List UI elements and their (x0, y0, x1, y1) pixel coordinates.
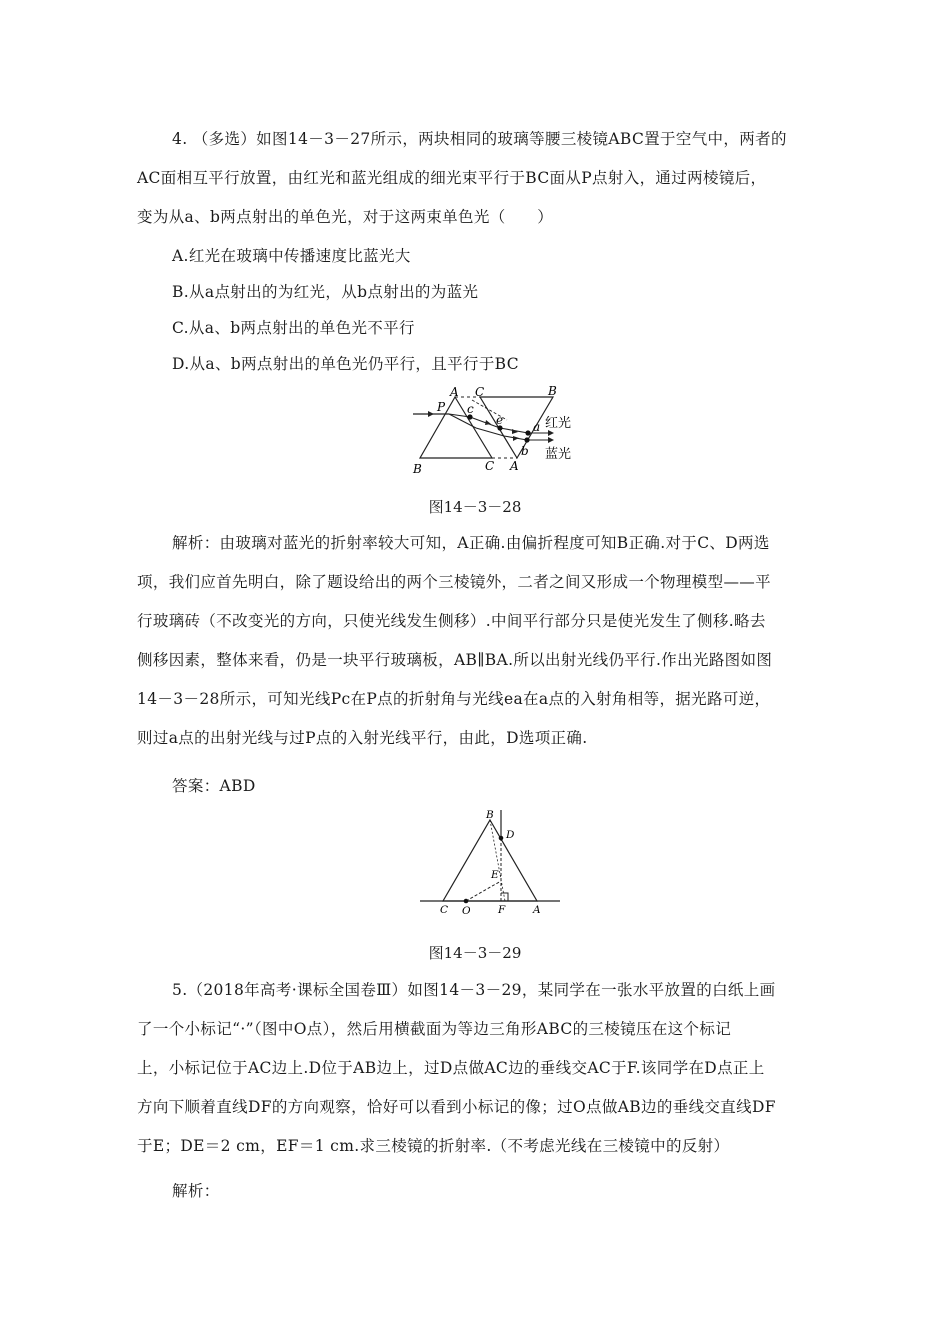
label-e-point: e (496, 413, 504, 427)
left-prism (420, 397, 492, 458)
q5-line-3: 上，小标记位于AC边上.D位于AB边上，过D点做AC边的垂线交AC于F.该同学在D点正上 (137, 1059, 765, 1077)
label-b: B (486, 809, 494, 821)
q5-line-4: 方向下顺着直线DF的方向观察，恰好可以看到小标记的像；过O点做AB边的垂线交直线DF (137, 1098, 776, 1116)
q4-option-d: D.从a、b两点射出的单色光仍平行，且平行于BC (172, 355, 519, 373)
analysis-line-5: 14－3－28所示，可知光线Pc在P点的折射角与光线ea在a点的入射角相等，据光路可逆， (137, 690, 771, 708)
right-prism (480, 397, 553, 458)
label-c-top: C (475, 385, 485, 399)
analysis-line-3: 行玻璃砖（不改变光的方向，只使光线发生侧移）.中间平行部分只是使光发生了侧移.略去 (137, 612, 766, 630)
label-a-top-left: A (450, 385, 459, 399)
figure1-caption: 图14－3－28 (428, 498, 522, 516)
analysis-line-4: 侧移因素，整体来看，仍是一块平行玻璃板，AB∥BA.所以出射光线仍平行.作出光路图如图 (137, 651, 773, 669)
q4-option-c: C.从a、b两点射出的单色光不平行 (172, 319, 415, 337)
label-b-top-right: B (548, 384, 557, 398)
label-d: D (506, 829, 515, 841)
label-b-bottom-left: B (413, 462, 422, 476)
q4-line-2: AC面相互平行放置，由红光和蓝光组成的细光束平行于BC面从P点射入，通过两棱镜后， (137, 169, 767, 187)
q4-line-1: 4. （多选）如图14－3－27所示，两块相同的玻璃等腰三棱镜ABC置于空气中，两者的 (172, 130, 787, 148)
label-a: A (533, 904, 541, 916)
q5-line-2: 了一个小标记“·”（图中O点），然后用横截面为等边三角形ABC的三棱镜压在这个标记 (137, 1020, 732, 1038)
q4-option-a: A.红光在玻璃中传播速度比蓝光大 (172, 247, 411, 265)
q5-line-5: 于E；DE＝2 cm，EF＝1 cm.求三棱镜的折射率.（不考虑光线在三棱镜中的反射） (137, 1137, 730, 1155)
label-c-point: c (467, 402, 474, 416)
label-a-bottom: A (510, 459, 519, 473)
q4-option-b: B.从a点射出的为红光，从b点射出的为蓝光 (172, 283, 479, 301)
analysis-line-1: 解析：由玻璃对蓝光的折射率较大可知，A正确.由偏折程度可知B正确.对于C、D两选 (172, 534, 770, 552)
label-b-point: b (521, 444, 529, 458)
label-p: P (437, 400, 446, 414)
answer-line: 答案：ABD (172, 777, 256, 795)
prism-light-path-figure (400, 380, 600, 480)
q4-line-3: 变为从a、b两点射出的单色光，对于这两束单色光（ ） (137, 208, 554, 226)
label-blue-light: 蓝光 (545, 447, 572, 462)
label-a-point: a (533, 420, 541, 434)
analysis-line-6: 则过a点的出射光线与过P点的入射光线平行，由此，D选项正确. (137, 729, 588, 747)
label-o: O (462, 905, 471, 917)
q5-analysis-label: 解析： (172, 1182, 220, 1200)
equilateral-prism-figure (410, 806, 570, 918)
analysis-line-2: 项，我们应首先明白，除了题设给出的两个三棱镜外，二者之间又形成一个物理模型——平 (137, 573, 772, 591)
label-f: F (498, 904, 506, 916)
label-c-bottom: C (485, 459, 495, 473)
label-e: E (491, 869, 499, 881)
label-red-light: 红光 (545, 416, 572, 431)
figure2-caption: 图14－3－29 (428, 944, 522, 962)
q5-line-1: 5.（2018年高考·课标全国卷Ⅲ）如图14－3－29，某同学在一张水平放置的白纸上画 (172, 981, 776, 999)
label-c: C (440, 904, 449, 916)
prism-triangle (443, 820, 537, 901)
